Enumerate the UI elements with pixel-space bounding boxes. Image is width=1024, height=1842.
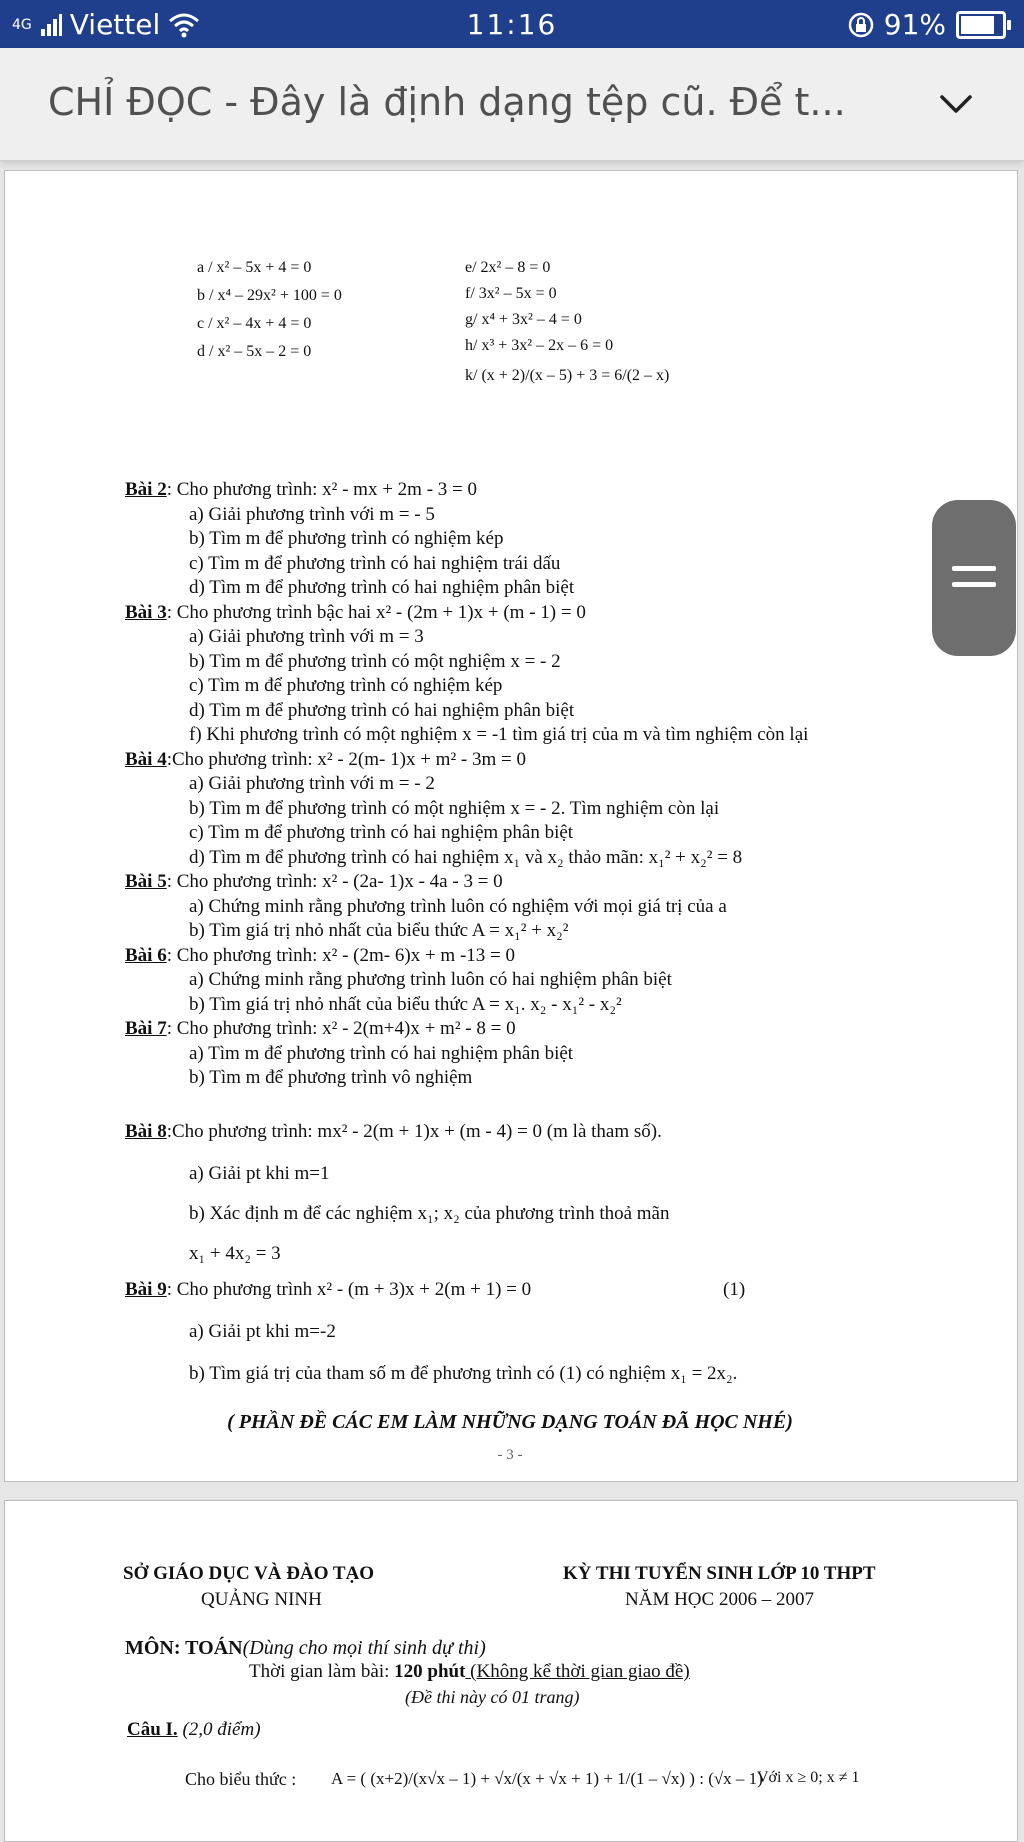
problem-part: c) Tìm m để phương trình có hai nghiệm phân biệt (189, 822, 574, 843)
network-type: 4G (12, 16, 32, 33)
problem-intro (125, 602, 586, 624)
problem-intro (125, 1018, 516, 1040)
problem-part: b) Tìm giá trị nhỏ nhất của biểu thức A = x₁² + x₂² (189, 920, 569, 941)
equation-right: g/ x⁴ + 3x² – 4 = 0 (465, 311, 582, 328)
equation-left: a / x² – 5x + 4 = 0 (197, 259, 312, 276)
problem-label: Bài 4 (125, 748, 167, 770)
time-line: Thời gian làm bài: 120 phút (Không kể thời gian giao đề) (249, 1661, 690, 1682)
bai-8-intro: Bài 8:Cho phương trình: mx² - 2(m + 1)x + (m - 4) = 0 (m là tham số). (125, 1121, 662, 1142)
bai-9-intro: Bài 9: Cho phương trình x² - (m + 3)x + 2(m + 1) = 0 (125, 1279, 532, 1300)
equation-left: d / x² – 5x – 2 = 0 (197, 343, 312, 360)
question-1-header: Câu I. (2,0 điểm) (127, 1719, 261, 1740)
problem-part: a) Tìm m để phương trình có hai nghiệm phân biệt (189, 1042, 574, 1064)
equation-left: c / x² – 4x + 4 = 0 (197, 315, 312, 332)
exam-year: NĂM HỌC 2006 – 2007 (625, 1589, 814, 1610)
problem-part: f) Khi phương trình có một nghiệm x = -1 tìm giá trị của m và tìm nghiệm còn lại (189, 724, 809, 745)
bai-9-b: b) Tìm giá trị của tham số m để phương trình có (1) có nghiệm x₁ = 2x₂. (189, 1363, 738, 1384)
chevron-down-icon[interactable] (936, 84, 976, 124)
equation-right: h/ x³ + 3x² – 2x – 6 = 0 (465, 337, 614, 354)
pages-note: (Đề thi này có 01 trang) (405, 1687, 580, 1707)
problem-statement: : Cho phương trình: x² - mx + 2m - 3 = 0 (166, 479, 478, 500)
problem-part: d) Tìm m để phương trình có hai nghiệm x₁ và x₂ thảo mãn: x₁² + x₂² = 8 (189, 846, 743, 868)
problem-label: Bài 7 (125, 1018, 167, 1039)
problem-label: Bài 6 (125, 944, 167, 966)
equation-right: f/ 3x² – 5x = 0 (465, 285, 557, 302)
bai-8-b: b) Xác định m để các nghiệm x₁; x₂ của phương trình thoả mãn (189, 1203, 670, 1224)
document-page-4 (4, 1500, 1018, 1842)
problem-statement: :Cho phương trình: x² - 2(m- 1)x + m² - 3m = 0 (166, 748, 526, 770)
bai-8-condition: x₁ + 4x₂ = 3 (189, 1243, 281, 1264)
problem-intro (125, 479, 477, 501)
department-province: QUẢNG NINH (201, 1589, 322, 1610)
problem-part: b) Tìm m để phương trình có một nghiệm x = - 2. Tìm nghiệm còn lại (189, 797, 720, 819)
problem-part: a) Giải phương trình với m = - 5 (189, 503, 435, 525)
problem-label: Bài 2 (125, 479, 167, 500)
expression-label: Cho biểu thức : (185, 1769, 297, 1789)
department-title: SỞ GIÁO DỤC VÀ ĐÀO TẠO (123, 1563, 375, 1584)
equation-right: k/ (x + 2)/(x – 5) + 3 = 6/(2 – x) (465, 367, 670, 384)
problem-part: c) Tìm m để phương trình có nghiệm kép (189, 675, 503, 696)
problem-part: d) Tìm m để phương trình có hai nghiệm phân biệt (189, 577, 575, 598)
bai-8-a: a) Giải pt khi m=1 (189, 1163, 330, 1184)
document-page-3 (4, 170, 1018, 1482)
problem-part: b) Tìm m để phương trình có nghiệm kép (189, 528, 504, 549)
problem-statement: : Cho phương trình bậc hai x² - (2m + 1)x + (m - 1) = 0 (166, 601, 586, 623)
banner-title: CHỈ ĐỌC - Đây là định dạng tệp cũ. Để t... (48, 80, 846, 124)
problem-part: b) Tìm m để phương trình vô nghiệm (189, 1067, 473, 1088)
footnote: ( PHẦN ĐỀ CÁC EM LÀM NHỮNG DẠNG TOÁN ĐÃ HỌC NHÉ) (227, 1411, 793, 1433)
clock: 11:16 (466, 8, 558, 41)
problem-intro (125, 945, 515, 967)
problem-statement: : Cho phương trình: x² - (2a- 1)x - 4a - 3 = 0 (166, 871, 503, 892)
status-bar (0, 0, 1024, 48)
battery-icon (956, 11, 1006, 39)
problem-part: a) Chứng minh rằng phương trình luôn có hai nghiệm phân biệt (189, 969, 672, 990)
expression-condition: Với x ≥ 0; x ≠ 1 (757, 1769, 860, 1786)
bai-9-equation-number: (1) (723, 1279, 746, 1300)
carrier-name: Viettel (69, 8, 161, 41)
bai-9-a: a) Giải pt khi m=-2 (189, 1321, 336, 1342)
problem-intro (125, 871, 503, 893)
problem-part: b) Tìm m để phương trình có một nghiệm x = - 2 (189, 650, 561, 672)
problem-part: d) Tìm m để phương trình có hai nghiệm phân biệt (189, 699, 575, 721)
exam-title: KỲ THI TUYỂN SINH LỚP 10 THPT (563, 1563, 876, 1584)
problem-label: Bài 3 (125, 601, 167, 623)
fast-scroll-handle[interactable] (932, 500, 1016, 656)
page-number: - 3 - (497, 1447, 523, 1463)
problem-intro (125, 749, 526, 771)
problem-label: Bài 5 (125, 871, 167, 892)
problem-part: b) Tìm giá trị nhỏ nhất của biểu thức A = x₁. x₂ - x₁² - x₂² (189, 993, 622, 1015)
lock-rotation-icon (848, 12, 874, 38)
equation-right: e/ 2x² – 8 = 0 (465, 259, 551, 276)
subject-line: MÔN: TOÁN(Dùng cho mọi thí sinh dự thi) (125, 1637, 486, 1659)
battery-percent: 91% (883, 8, 946, 41)
problem-part: a) Giải phương trình với m = 3 (189, 626, 424, 647)
problem-part: c) Tìm m để phương trình có hai nghiệm trái dấu (189, 552, 561, 574)
read-only-banner[interactable] (0, 48, 1024, 161)
problem-statement: : Cho phương trình: x² - (2m- 6)x + m -13 = 0 (166, 944, 515, 966)
problem-statement: : Cho phương trình: x² - 2(m+4)x + m² - 8 = 0 (166, 1018, 516, 1039)
equation-left: b / x⁴ – 29x² + 100 = 0 (197, 287, 342, 304)
expression-A: A = ( (x+2)/(x√x – 1) + √x/(x + √x + 1) + 1/(1 – √x) ) : (√x – 1) (331, 1769, 763, 1788)
problem-part: a) Giải phương trình với m = - 2 (189, 773, 435, 794)
problem-part: a) Chứng minh rằng phương trình luôn có nghiệm với mọi giá trị của a (189, 895, 727, 917)
